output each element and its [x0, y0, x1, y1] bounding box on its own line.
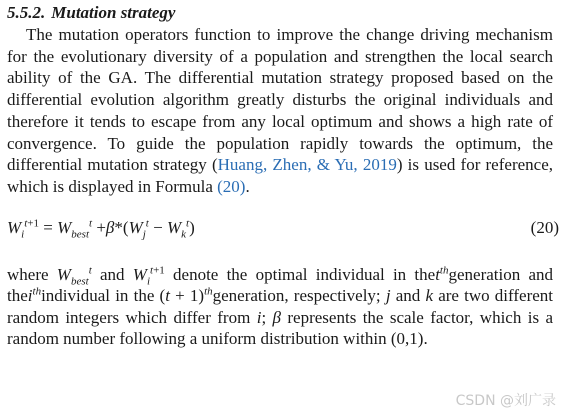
paragraph-text: The mutation operators function to improve the change driving mechanism for the evolutionary diversity of a population and strengthen the local search ability of the GA. The differential mutation strategy proposed based on the differential evolution algorithm greatly disturbs the original individuals and therefore it tends to escape from any local optimum and shows a high rate of convergence. To guide the population rapidly towards the optimum, the differential mutation strategy ( — [7, 25, 553, 175]
math-w-i: $W_i^{t+1}$ — [132, 263, 165, 288]
math-w-best: $W_{best}^t$ — [56, 263, 92, 288]
section-title: Mutation strategy — [51, 3, 176, 22]
math-beta: β — [272, 307, 282, 327]
paragraph-text: generation, respectively; — [212, 286, 386, 306]
citation-link[interactable]: Huang, Zhen, & Yu, 2019 — [217, 155, 397, 175]
paragraph-text: are two different random integers which differ from — [7, 286, 554, 327]
math-j: j — [385, 286, 391, 306]
paragraph-text: where — [7, 264, 57, 284]
paragraph-text: ) is used for reference, which is displayed in Formula — [7, 155, 553, 196]
section-heading — [7, 2, 553, 24]
paragraph-text: represents the scale factor, which is a random number following a uniform distribution within (0,1). — [7, 307, 553, 349]
math-k: k — [425, 286, 434, 306]
paragraph-text: generation and the — [7, 264, 554, 306]
paragraph-text: denote the optimal individual in the — [164, 264, 436, 284]
paper-page — [7, 2, 559, 350]
paragraph-text: and — [390, 286, 426, 306]
paragraph-text: . — [245, 176, 250, 196]
paragraph-text: and — [91, 264, 133, 284]
formula-reference-link[interactable]: (20) — [217, 176, 246, 196]
equation-formula: $W_i^{t+1} = W_{best}^t +\beta*(W_j^t - W_k^t)$ — [7, 216, 195, 241]
math-t-plus-one: $(t + 1)^{th}$ — [159, 285, 213, 306]
math-i-th: $i^{th}$ — [27, 285, 42, 306]
section-number: 5.5.2. — [7, 3, 46, 22]
equation-number: (20) — [530, 217, 559, 237]
paragraph-mutation-intro — [7, 24, 553, 198]
math-t-th: $t^{th}$ — [435, 263, 449, 284]
paragraph-text: individual in the — [41, 286, 160, 306]
paragraph-text: ; — [261, 307, 273, 327]
equation-20 — [7, 212, 559, 254]
csdn-watermark: CSDN @刘广录 — [455, 393, 556, 409]
math-i: i — [256, 307, 262, 327]
paragraph-symbol-definitions — [7, 264, 553, 350]
